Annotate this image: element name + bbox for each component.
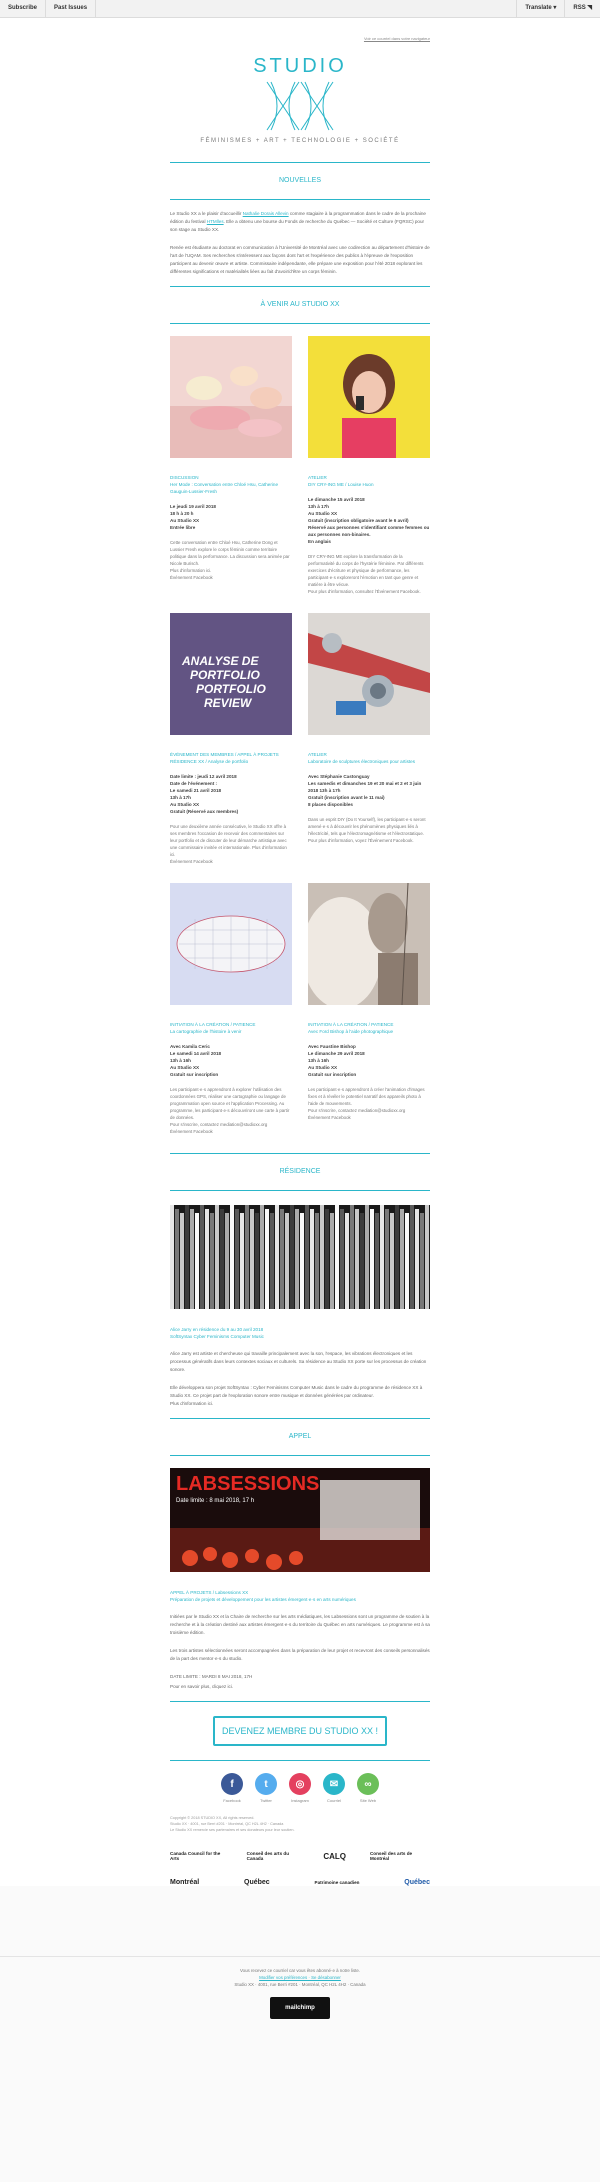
funder-logo[interactable]: CALQ	[323, 1851, 346, 1861]
copyright-text: Copyright © 2018 STUDIO XX, All rights reserved.	[170, 1816, 255, 1820]
residence-subtitle: SoftSyntax Cyber Feminisms Computer Music	[170, 1334, 264, 1339]
event-photo-animation[interactable]	[308, 883, 430, 1005]
event-description: Les participant·e·s apprendront à créer l'animation d'images fixes et à révéler le potentiel narratif des appareils photo à l'aide de mouvements. Pour s'inscrire, contactez mediation@studioxx.org Événement Facebook	[308, 1087, 425, 1120]
event-category: INITIATION À LA CRÉATION / PATIENCE	[170, 1022, 256, 1027]
news-text: comme stagiaire à la programmation dans le cadre de la prochaine édition du festival	[170, 211, 426, 224]
logo-tagline: FÉMINISMES + ART + TECHNOLOGIE + SOCIÉTÉ	[200, 138, 400, 144]
funder-logo[interactable]: Canada Council for the Arts	[170, 1851, 221, 1861]
past-issues-link[interactable]: Past Issues	[46, 0, 96, 17]
labsessions-banner[interactable]	[170, 1468, 430, 1572]
social-twitter[interactable]	[255, 1773, 277, 1803]
funder-logo[interactable]: Québec	[244, 1879, 270, 1886]
subscribe-link[interactable]: Subscribe	[0, 0, 46, 17]
event-card	[308, 336, 430, 595]
translate-dropdown[interactable]: Translate ▾	[516, 0, 564, 17]
event-category: INITIATION À LA CRÉATION / PATIENCE	[308, 1022, 394, 1027]
social-label: Site Web	[359, 1798, 377, 1803]
event-title-link[interactable]: RÉSIDENCE XX / Analyse de portfolio	[170, 759, 249, 764]
event-photo-map[interactable]	[170, 883, 292, 1005]
postal-address: Studio XX · 4001, rue Berri #201 · Montréal, QC H2L 4H2 · Canada	[170, 1822, 284, 1826]
residence-paragraph-1: Alice Jarry est artiste et chercheuse qui travaille principalement avec la son, l'espace, les vibrations électroniques et les processus génératifs dans leurs contextes sociaux et culturels. Sa résidence au Studio XX porte sur les processus de création sonore.	[170, 1351, 427, 1372]
funder-logo[interactable]: Québec	[404, 1879, 430, 1886]
logo-wordmark: STUDIO	[253, 55, 347, 77]
become-member-button[interactable]: DEVENEZ MEMBRE DU STUDIO XX !	[213, 1716, 387, 1746]
event-title-link[interactable]: Her Mode : Conversation entre Chloé Hsu, Catherine Gauguin-Lussier-Fresh	[170, 482, 279, 494]
studio-xx-logo[interactable]	[170, 41, 430, 144]
footer-subscription-text: Vous recevez ce courriel car vous êtes abonné·e à notre liste.	[239, 1968, 361, 1973]
funder-logos	[170, 1879, 430, 1886]
event-card	[170, 883, 292, 1135]
section-heading-news: NOUVELLES	[170, 162, 430, 200]
social-website[interactable]	[357, 1773, 379, 1803]
social-label: Twitter	[260, 1798, 272, 1803]
funder-logo[interactable]: Conseil des arts du Canada	[246, 1851, 290, 1861]
funder-logo[interactable]: Patrimoine canadien	[314, 1880, 360, 1885]
event-details: Avec Faustine Bishop Le dimanche 29 avril 2018 13h à 16h Au Studio XX Gratuit sur inscription	[308, 1044, 365, 1077]
event-details: Avec Stéphanie Castonguay Les samedis et dimanches 19 et 20 mai et 2 et 3 juin 2018 13h à 17h Gratuit (inscription avant le 11 mai) 8 places disponibles	[308, 774, 422, 807]
news-link-person[interactable]: Nathalie Dorais Allevin	[242, 211, 289, 216]
social-label: Instagram	[291, 1798, 309, 1803]
funder-logo[interactable]: Conseil des arts de Montréal	[369, 1851, 413, 1861]
svg-text:PORTFOLIO: PORTFOLIO	[190, 668, 260, 682]
thanks-note: Le Studio XX remercie ses partenaires et ses donateurs pour leur soutien.	[170, 1828, 295, 1832]
section-heading-residence: RÉSIDENCE	[170, 1153, 430, 1191]
appel-more-link[interactable]: Pour en savoir plus, cliquez ici.	[170, 1684, 234, 1689]
email-body	[0, 18, 600, 2029]
instagram-icon: ◎	[289, 1773, 311, 1795]
event-title-link[interactable]: Avec Ford Bishop à l'aide photographique	[308, 1029, 394, 1034]
social-links	[170, 1773, 430, 1803]
event-category: ÉVÉNEMENT DES MEMBRES / APPEL À PROJETS	[170, 752, 279, 757]
footer-address: Studio XX · 4001, rue Berri #201 · Montréal, QC H2L 4H2 · Canada	[234, 1982, 366, 1987]
social-label: Facebook	[223, 1798, 241, 1803]
event-card	[170, 336, 292, 595]
event-description: Cette conversation entre Chloé Hsu, Catherine Dong et Lussier Fresh explore le corps féminin comme territoire politique dans la performance. La discussion sera animée par Nicole Burisch. Plus d'information ici. Événement Facebook	[170, 540, 290, 580]
event-title-link[interactable]: DIY CRY-ING ME / Louise Huon	[308, 482, 374, 487]
news-text: . Elle a obtenu une bourse du Fonds de recherche du Québec — Société et Culture (FQRSC) pour son stage au Studio XX.	[170, 219, 425, 232]
rss-link[interactable]: RSS ◥	[564, 0, 600, 17]
logo-xx-icon	[265, 80, 335, 132]
event-photo-portfolio[interactable]	[170, 613, 292, 735]
section-heading-upcoming: À VENIR AU STUDIO XX	[170, 286, 430, 324]
appel-title-link[interactable]: Préparation de projets et développement pour les artistes émergent·e·s en arts numériques	[170, 1597, 356, 1602]
view-in-browser-link[interactable]: Voir ce courriel dans votre navigateur	[363, 36, 430, 41]
appel-deadline: DATE LIMITE : MARDI 8 MAI 2018, 17H	[170, 1674, 253, 1679]
event-photo-electronics[interactable]	[308, 613, 430, 735]
email-footer	[0, 1956, 600, 2029]
footer-preferences-links[interactable]: Modifier vos préférences · Se désabonner	[259, 1975, 341, 1980]
social-label: Courriel	[326, 1798, 341, 1803]
banner-date: Date limite : 8 mai 2018, 17 h	[176, 1498, 255, 1504]
news-text: Le Studio XX a le plaisir d'accueillir	[170, 211, 243, 216]
residence-paragraph-2: Elle développera son projet SoftSyntax : Cyber Feminisms Computer Music dans le cadre du programme de résidence XX à Studio XX. Ce projet part de l'exploration sonore entre musique et données générées par ordinateur. Plus d'information ici.	[170, 1385, 423, 1406]
mailchimp-badge[interactable]: mailchimp	[270, 1997, 330, 2019]
event-photo-atelier[interactable]	[308, 336, 430, 458]
event-description: DIY CRY-ING ME explore la transformation de la performativité du corps de l'hystérie féminine. Par différents exercices d'écriture et physique de performance, les participant·e·s exploreront l'émotion en tant que genre et matière à être vécue. Pour plus d'information, consultez l'Événement Facebook.	[308, 554, 424, 594]
residence-image[interactable]	[170, 1205, 430, 1309]
event-row	[170, 336, 430, 595]
event-row	[170, 613, 430, 865]
social-email[interactable]	[323, 1773, 345, 1803]
event-title-link[interactable]: Laboratoire de sculptures électroniques pour artistes	[308, 759, 415, 764]
appel-category: APPEL À PROJETS / Labsessions XX	[170, 1590, 249, 1595]
event-description: Pour une deuxième année consécutive, le Studio XX offre à ses membres l'occasion de recevoir des commentaires sur leur portfolio et de discuter de leur démarche artistique avec une commissaire invitée et internationale. Plus d'information ici. Événement Facebook	[170, 824, 287, 864]
event-card	[308, 883, 430, 1135]
news-paragraph-2: Renée est étudiante au doctorat en communication à l'Université de Montréal avec une codirection au département d'histoire de l'art de l'UQAM. Ses recherches s'intéressent aux façons dont l'art et l'expérience des publics à l'épreuve de l'exposition participent au devenir œuvre et artiste. Commissaire indépendante, elle prépare une exposition pour l'été 2018 explorant les différentes significations et matérialités liées au fait d'avoir/d'être un corps féminin.	[170, 245, 430, 274]
social-instagram[interactable]	[289, 1773, 311, 1803]
svg-text:REVIEW: REVIEW	[204, 696, 252, 710]
funder-logos	[170, 1851, 430, 1861]
funder-logo[interactable]: Montréal	[170, 1879, 200, 1886]
residence-title-link[interactable]: Alice Jarry en résidence du 9 au 30 avril 2018	[170, 1327, 264, 1332]
event-details: Date limite : jeudi 12 avril 2018 Date de l'événement : Le samedi 21 avril 2018 13h à 17h Au Studio XX Gratuit (Réservé aux membres)	[170, 774, 239, 814]
twitter-icon: t	[255, 1773, 277, 1795]
event-details: Le dimanche 15 avril 2018 13h à 17h Au Studio XX Gratuit (inscription obligatoire avant le 6 avril) Réservé aux personnes s'identifiant comme femmes ou aux personnes non-binaires. En anglais	[308, 497, 430, 544]
event-card	[170, 613, 292, 865]
link-icon: ∞	[357, 1773, 379, 1795]
event-card	[308, 613, 430, 865]
event-description: Dans un esprit DIY (Do It Yourself), les participant·e·s seront amené·e·s à découvrir les phénomènes physiques liés à l'électricité, tels que l'électromagnétisme et l'électrostatique. Pour plus d'information, voyez l'Événement Facebook.	[308, 817, 426, 843]
event-details: Le jeudi 19 avril 2018 18 h à 20 h Au Studio XX Entrée libre	[170, 504, 216, 530]
event-category: DISCUSSION	[170, 475, 199, 480]
email-column	[170, 18, 430, 1886]
appel-paragraph-2: Les trois artistes sélectionnées seront accompagnées dans la préparation de leur projet et recevront des conseils personnalisés de la part des mentor·e·s du studio.	[170, 1648, 430, 1661]
svg-text:PORTFOLIO: PORTFOLIO	[196, 682, 266, 696]
appel-paragraph-1: Initiées par le Studio XX et la Chaire de recherche sur les arts médiatiques, les Labsessions sont un programme de soutien à la recherche et à la création destiné aux artistes émergent·e·s du territoire du Québec en arts numériques. Le programme est à sa troisième édition.	[170, 1614, 430, 1635]
event-category: ATELIER	[308, 752, 327, 757]
event-row	[170, 883, 430, 1135]
news-link-festival[interactable]: HTMlles	[206, 219, 224, 224]
event-photo-discussion[interactable]	[170, 336, 292, 458]
social-facebook[interactable]	[221, 1773, 243, 1803]
event-title-link[interactable]: La cartographie de l'histoire à venir	[170, 1029, 242, 1034]
event-details: Avec Kamila Ceric Le samedi 14 avril 2018 13h à 16h Au Studio XX Gratuit sur inscription	[170, 1044, 222, 1077]
facebook-icon: f	[221, 1773, 243, 1795]
news-paragraph-1	[170, 210, 430, 234]
event-description: Les participant·e·s apprendront à explorer l'utilisation des coordonnées GPS, réaliser une cartographie ou langage de programmation open source et l'application Processing. Au programme, les participant·e·s découvriront une carte à partir de données. Pour s'inscrire, contactez mediation@studioxx.org Événement Facebook	[170, 1087, 290, 1134]
section-heading-appel: APPEL	[170, 1418, 430, 1456]
svg-text:ANALYSE DE: ANALYSE DE	[182, 654, 259, 668]
event-category: ATELIER	[308, 475, 327, 480]
banner-wordmark: LABSESSIONS	[176, 1473, 320, 1495]
email-topbar	[0, 0, 600, 18]
email-icon: ✉	[323, 1773, 345, 1795]
